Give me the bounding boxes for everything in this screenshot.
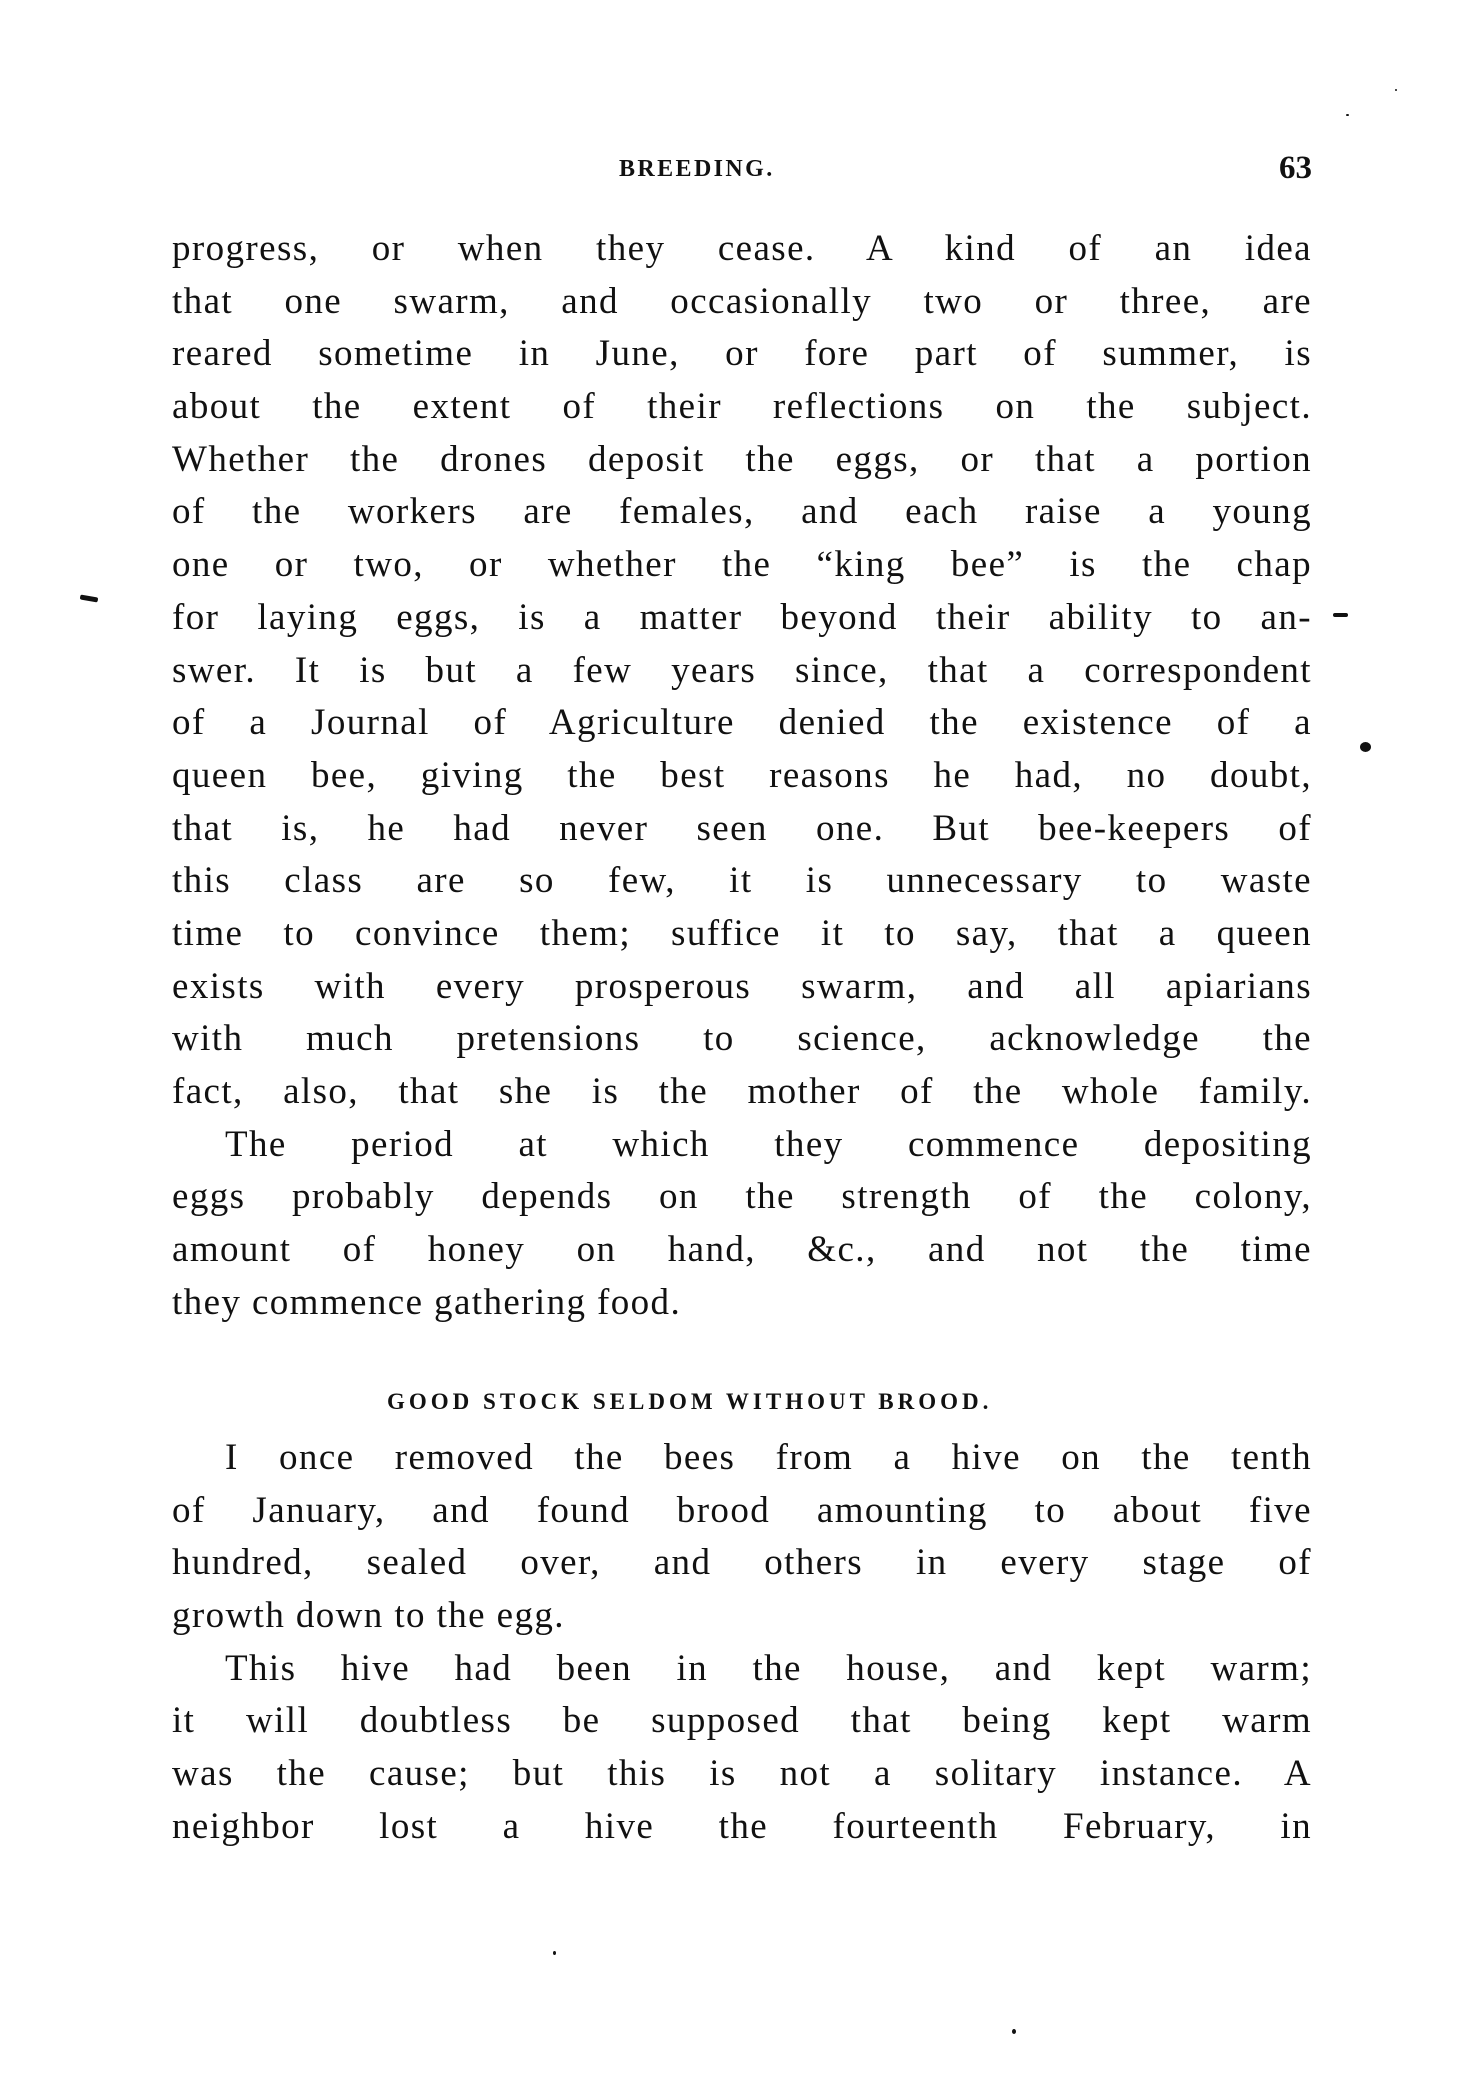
line-text: fact, also, that she is the mother of the whole family.	[172, 1071, 1312, 1112]
line-text: this class are so few, it is unnecessary to waste	[172, 860, 1312, 902]
line-text: The period at which they commence depositing	[225, 1123, 1312, 1165]
body-line	[172, 539, 1312, 592]
line-text: This hive had been in the house, and kept warm;	[225, 1647, 1312, 1689]
line-text: amount of honey on hand, &c., and not the time	[172, 1229, 1312, 1271]
section-subheading: GOOD STOCK SELDOM WITHOUT BROOD.	[387, 1389, 993, 1414]
body-line	[172, 1277, 1312, 1330]
body-text-section-1	[172, 223, 1312, 1329]
ink-dot	[553, 1951, 556, 1955]
body-line	[172, 276, 1312, 329]
line-text: reared sometime in June, or fore part of summer, is	[172, 333, 1312, 375]
body-line	[172, 1748, 1312, 1801]
body-line	[172, 961, 1312, 1014]
line-text: that is, he had never seen one. But bee-keepers of	[172, 807, 1312, 849]
line-text: they commence gathering food.	[172, 1281, 682, 1323]
body-line	[172, 1119, 1312, 1172]
body-line	[172, 855, 1312, 908]
body-line	[172, 1013, 1312, 1066]
line-text: exists with every prosperous swarm, and all apiarians	[172, 965, 1312, 1007]
ink-dot	[1012, 2029, 1016, 2034]
body-line	[172, 486, 1312, 539]
ink-dot	[1360, 742, 1371, 752]
line-text: of the workers are females, and each raise a young	[172, 491, 1312, 533]
body-line	[172, 1643, 1312, 1696]
line-text: one or two, or whether the “king bee” is the chap	[172, 544, 1312, 586]
line-text: neighbor lost a hive the fourteenth February, in	[172, 1805, 1312, 1847]
line-text: growth down to the egg.	[172, 1595, 565, 1637]
line-text: for laying eggs, is a matter beyond their ability to an-	[172, 596, 1312, 638]
body-line	[172, 223, 1312, 276]
line-text: I once removed the bees from a hive on the tenth	[225, 1437, 1312, 1478]
body-line	[172, 381, 1312, 434]
body-line	[172, 1801, 1312, 1854]
body-line	[172, 697, 1312, 750]
body-line	[172, 803, 1312, 856]
line-text: of a Journal of Agriculture denied the existence of a	[172, 702, 1312, 744]
page-number: 63	[1279, 150, 1312, 186]
body-line	[172, 1066, 1312, 1119]
line-text: queen bee, giving the best reasons he had, no doubt,	[172, 754, 1312, 796]
body-line	[172, 592, 1312, 645]
line-text: eggs probably depends on the strength of the colony,	[172, 1176, 1312, 1218]
body-line	[172, 908, 1312, 961]
body-line	[172, 1590, 1312, 1643]
ink-dot	[1346, 114, 1349, 116]
line-text: that one swarm, and occasionally two or three, are	[172, 280, 1312, 322]
line-text: hundred, sealed over, and others in every stage of	[172, 1542, 1312, 1584]
line-text: with much pretensions to science, acknowledge the	[172, 1018, 1312, 1060]
line-text: swer. It is but a few years since, that a correspondent	[172, 649, 1312, 691]
line-text: of January, and found brood amounting to about five	[172, 1489, 1312, 1531]
body-text-section-2	[172, 1432, 1312, 1854]
running-head: BREEDING.	[619, 156, 775, 182]
line-text: Whether the drones deposit the eggs, or that a portion	[172, 438, 1312, 480]
line-text: progress, or when they cease. A kind of an idea	[172, 228, 1312, 269]
body-line	[172, 328, 1312, 381]
line-text: it will doubtless be supposed that being kept warm	[172, 1700, 1312, 1742]
body-line	[172, 1485, 1312, 1538]
margin-mark	[80, 594, 99, 602]
ink-dot	[1395, 89, 1397, 91]
body-line	[172, 1695, 1312, 1748]
body-line	[172, 1171, 1312, 1224]
body-line	[172, 750, 1312, 803]
body-line	[172, 1537, 1312, 1590]
margin-mark	[1333, 613, 1348, 617]
line-text: time to convince them; suffice it to say, that a queen	[172, 912, 1312, 954]
body-line	[172, 434, 1312, 487]
body-line	[172, 645, 1312, 698]
line-text: was the cause; but this is not a solitary instance. A	[172, 1753, 1312, 1795]
body-line	[172, 1224, 1312, 1277]
body-line	[172, 1432, 1312, 1485]
line-text: about the extent of their reflections on the subject.	[172, 386, 1312, 428]
